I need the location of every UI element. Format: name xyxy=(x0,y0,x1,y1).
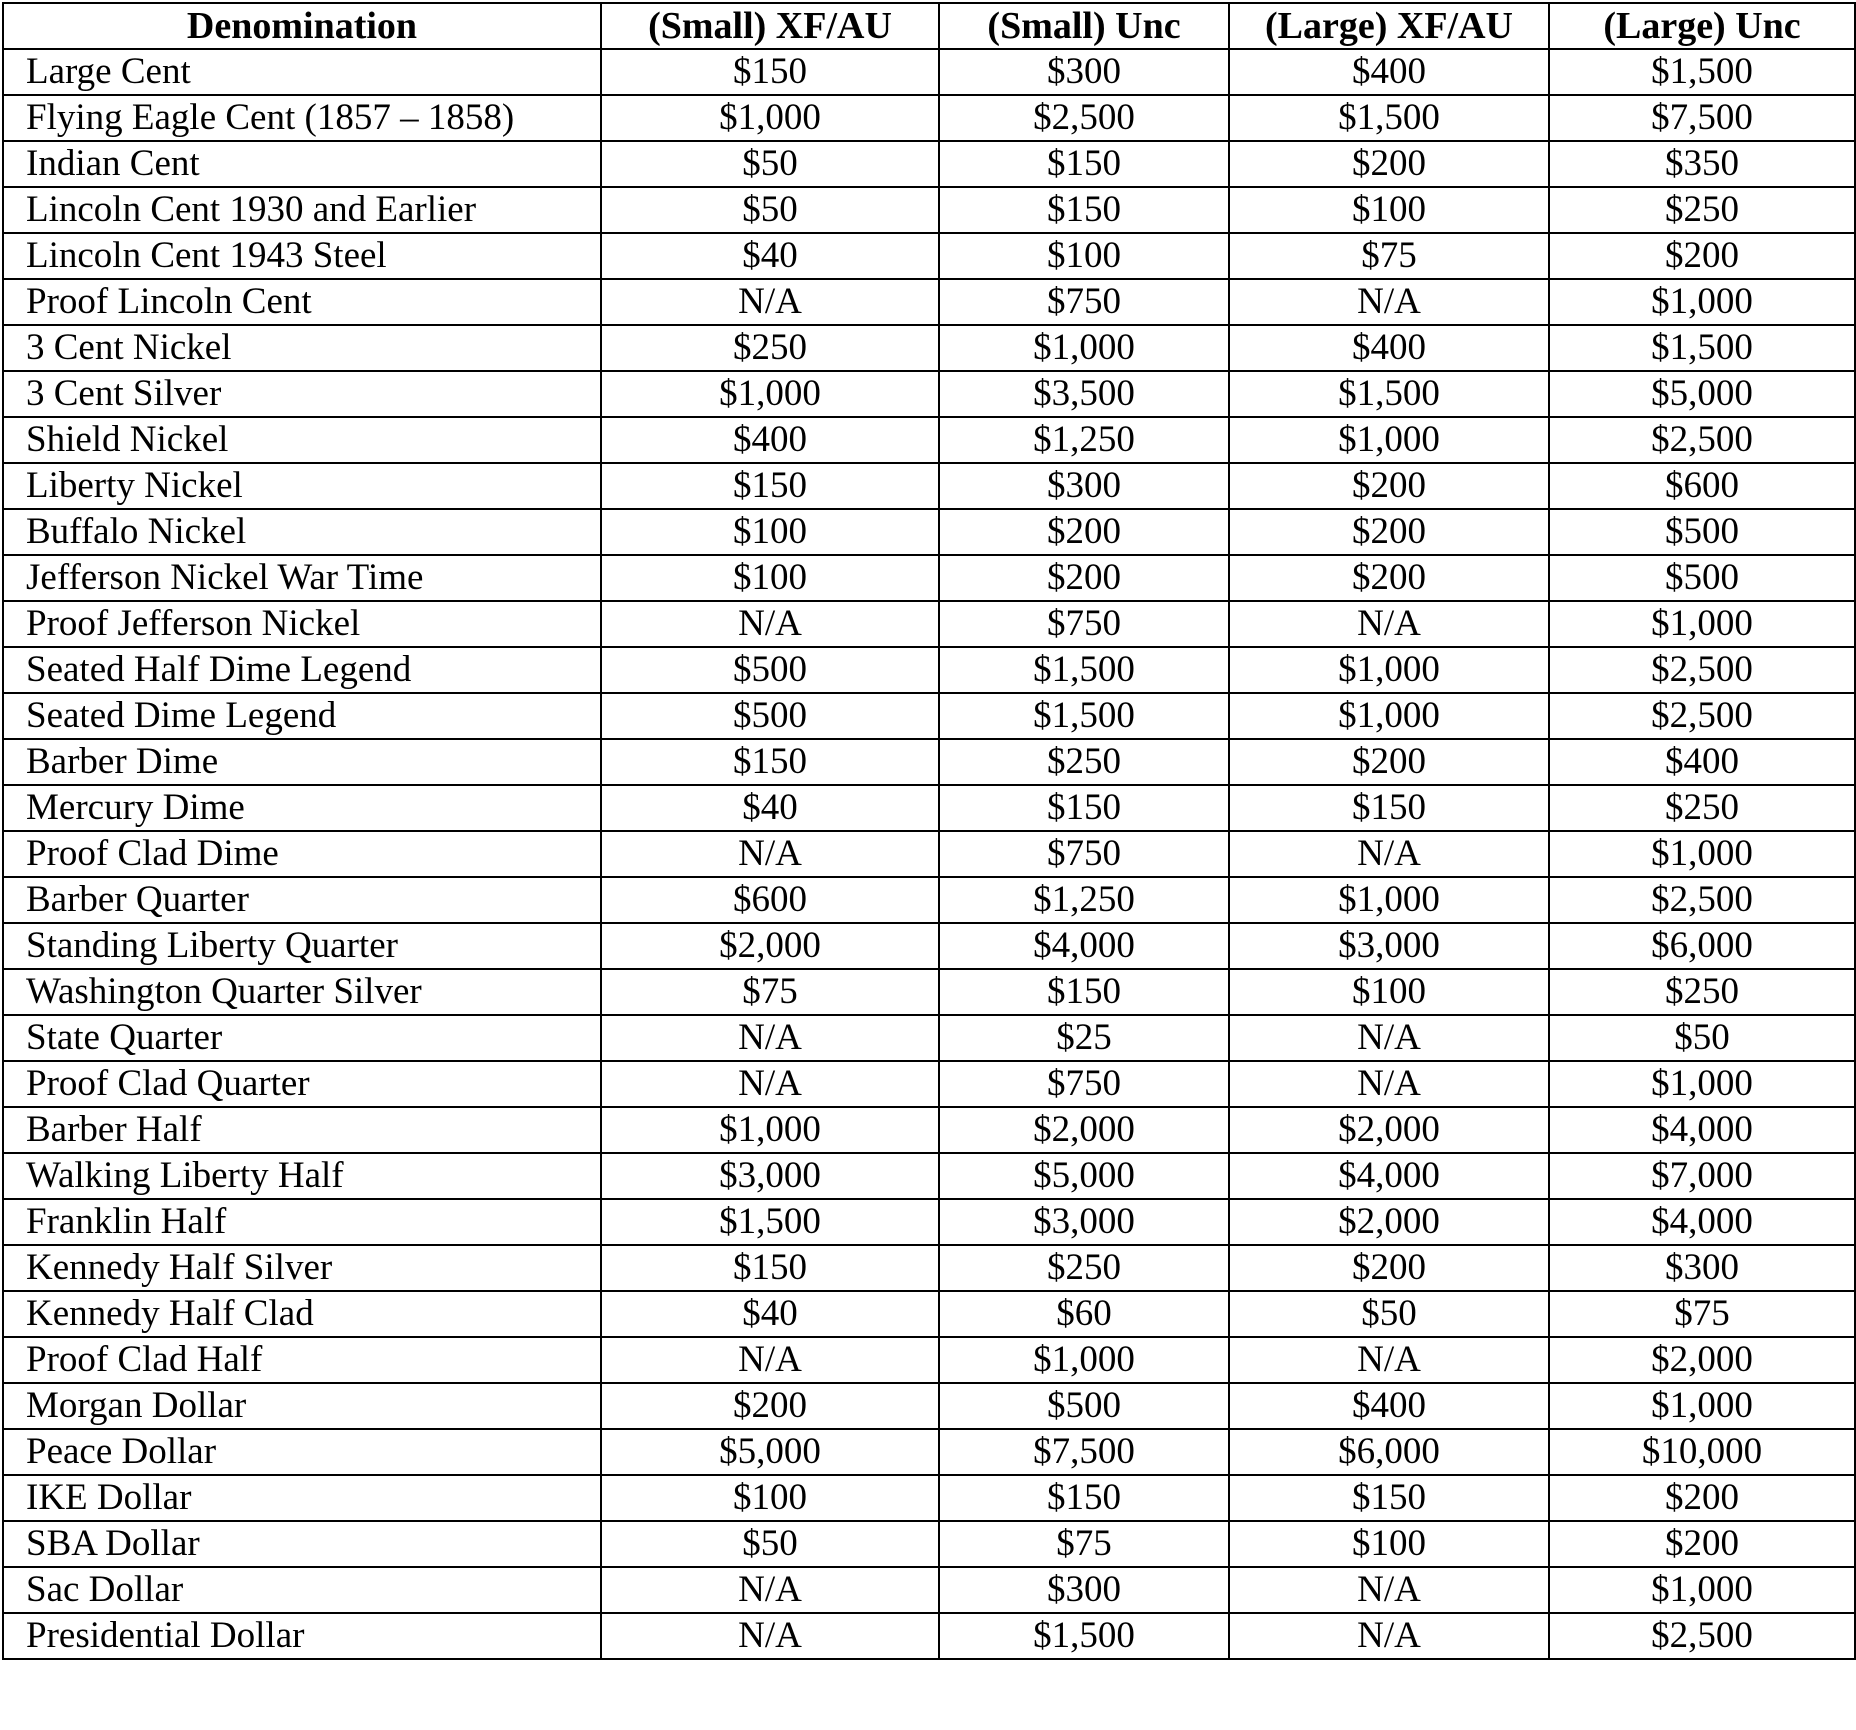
large-unc-cell: $2,500 xyxy=(1549,417,1855,463)
small-xf-au-cell: $150 xyxy=(601,463,939,509)
table-row xyxy=(3,1015,1855,1061)
small-xf-au-cell: $40 xyxy=(601,1291,939,1337)
small-xf-au-cell: $150 xyxy=(601,49,939,95)
large-xf-au-cell: N/A xyxy=(1229,831,1549,877)
large-xf-au-cell: N/A xyxy=(1229,1337,1549,1383)
small-unc-cell: $1,250 xyxy=(939,417,1229,463)
large-xf-au-cell: $1,000 xyxy=(1229,693,1549,739)
small-unc-cell: $25 xyxy=(939,1015,1229,1061)
denomination-cell: Proof Clad Half xyxy=(3,1337,601,1383)
large-unc-cell: $1,000 xyxy=(1549,279,1855,325)
large-xf-au-cell: $6,000 xyxy=(1229,1429,1549,1475)
large-unc-cell: $7,500 xyxy=(1549,95,1855,141)
coin-price-table xyxy=(2,2,1856,1660)
denomination-cell: Mercury Dime xyxy=(3,785,601,831)
small-xf-au-cell: $250 xyxy=(601,325,939,371)
small-unc-cell: $5,000 xyxy=(939,1153,1229,1199)
table-row xyxy=(3,279,1855,325)
large-unc-cell: $200 xyxy=(1549,1521,1855,1567)
small-unc-cell: $1,000 xyxy=(939,1337,1229,1383)
denomination-cell: Standing Liberty Quarter xyxy=(3,923,601,969)
large-xf-au-cell: $50 xyxy=(1229,1291,1549,1337)
large-unc-cell: $1,000 xyxy=(1549,1061,1855,1107)
large-xf-au-cell: $1,500 xyxy=(1229,95,1549,141)
denomination-cell: Large Cent xyxy=(3,49,601,95)
table-row xyxy=(3,141,1855,187)
large-unc-cell: $2,500 xyxy=(1549,877,1855,923)
denomination-cell: Washington Quarter Silver xyxy=(3,969,601,1015)
large-xf-au-cell: $100 xyxy=(1229,1521,1549,1567)
large-xf-au-cell: $400 xyxy=(1229,1383,1549,1429)
denomination-cell: Proof Lincoln Cent xyxy=(3,279,601,325)
small-unc-cell: $200 xyxy=(939,555,1229,601)
small-unc-cell: $1,500 xyxy=(939,647,1229,693)
large-xf-au-cell: $200 xyxy=(1229,141,1549,187)
small-unc-cell: $750 xyxy=(939,601,1229,647)
large-xf-au-cell: $100 xyxy=(1229,187,1549,233)
large-unc-cell: $1,000 xyxy=(1549,601,1855,647)
large-unc-cell: $4,000 xyxy=(1549,1107,1855,1153)
small-xf-au-cell: $400 xyxy=(601,417,939,463)
small-unc-cell: $2,000 xyxy=(939,1107,1229,1153)
large-unc-cell: $200 xyxy=(1549,233,1855,279)
small-unc-cell: $1,500 xyxy=(939,1613,1229,1659)
table-row xyxy=(3,509,1855,555)
small-xf-au-cell: N/A xyxy=(601,1337,939,1383)
denomination-cell: Seated Half Dime Legend xyxy=(3,647,601,693)
large-unc-cell: $50 xyxy=(1549,1015,1855,1061)
small-unc-cell: $300 xyxy=(939,1567,1229,1613)
large-unc-cell: $5,000 xyxy=(1549,371,1855,417)
large-unc-cell: $1,000 xyxy=(1549,831,1855,877)
table-row xyxy=(3,187,1855,233)
header-large-xf-au: (Large) XF/AU xyxy=(1229,3,1549,49)
small-unc-cell: $4,000 xyxy=(939,923,1229,969)
large-xf-au-cell: $3,000 xyxy=(1229,923,1549,969)
small-xf-au-cell: $100 xyxy=(601,509,939,555)
small-unc-cell: $150 xyxy=(939,187,1229,233)
denomination-cell: Barber Dime xyxy=(3,739,601,785)
header-denomination: Denomination xyxy=(3,3,601,49)
large-xf-au-cell: $1,000 xyxy=(1229,417,1549,463)
small-unc-cell: $1,250 xyxy=(939,877,1229,923)
large-unc-cell: $300 xyxy=(1549,1245,1855,1291)
small-unc-cell: $150 xyxy=(939,969,1229,1015)
large-unc-cell: $250 xyxy=(1549,187,1855,233)
denomination-cell: 3 Cent Nickel xyxy=(3,325,601,371)
large-xf-au-cell: $150 xyxy=(1229,785,1549,831)
large-xf-au-cell: $4,000 xyxy=(1229,1153,1549,1199)
denomination-cell: Liberty Nickel xyxy=(3,463,601,509)
table-row xyxy=(3,831,1855,877)
denomination-cell: IKE Dollar xyxy=(3,1475,601,1521)
large-xf-au-cell: $150 xyxy=(1229,1475,1549,1521)
small-unc-cell: $100 xyxy=(939,233,1229,279)
table-header xyxy=(3,3,1855,49)
table-row xyxy=(3,785,1855,831)
small-xf-au-cell: $75 xyxy=(601,969,939,1015)
table-row xyxy=(3,877,1855,923)
small-unc-cell: $7,500 xyxy=(939,1429,1229,1475)
small-unc-cell: $500 xyxy=(939,1383,1229,1429)
large-xf-au-cell: N/A xyxy=(1229,1015,1549,1061)
small-xf-au-cell: $600 xyxy=(601,877,939,923)
table-row xyxy=(3,1199,1855,1245)
small-unc-cell: $200 xyxy=(939,509,1229,555)
small-xf-au-cell: $150 xyxy=(601,739,939,785)
table-row xyxy=(3,1337,1855,1383)
large-unc-cell: $500 xyxy=(1549,509,1855,555)
denomination-cell: Walking Liberty Half xyxy=(3,1153,601,1199)
header-small-xf-au: (Small) XF/AU xyxy=(601,3,939,49)
small-xf-au-cell: N/A xyxy=(601,1015,939,1061)
small-unc-cell: $150 xyxy=(939,785,1229,831)
denomination-cell: Peace Dollar xyxy=(3,1429,601,1475)
table-row xyxy=(3,463,1855,509)
denomination-cell: Proof Clad Dime xyxy=(3,831,601,877)
large-unc-cell: $2,000 xyxy=(1549,1337,1855,1383)
large-unc-cell: $7,000 xyxy=(1549,1153,1855,1199)
large-xf-au-cell: $1,500 xyxy=(1229,371,1549,417)
table-row xyxy=(3,601,1855,647)
table-row xyxy=(3,95,1855,141)
large-unc-cell: $350 xyxy=(1549,141,1855,187)
denomination-cell: Proof Jefferson Nickel xyxy=(3,601,601,647)
small-xf-au-cell: $1,000 xyxy=(601,371,939,417)
large-xf-au-cell: $200 xyxy=(1229,463,1549,509)
large-unc-cell: $2,500 xyxy=(1549,1613,1855,1659)
table-row xyxy=(3,417,1855,463)
denomination-cell: 3 Cent Silver xyxy=(3,371,601,417)
denomination-cell: Sac Dollar xyxy=(3,1567,601,1613)
small-unc-cell: $150 xyxy=(939,141,1229,187)
table-row xyxy=(3,1475,1855,1521)
large-xf-au-cell: N/A xyxy=(1229,1613,1549,1659)
denomination-cell: Lincoln Cent 1943 Steel xyxy=(3,233,601,279)
table-row xyxy=(3,1521,1855,1567)
small-xf-au-cell: $100 xyxy=(601,1475,939,1521)
large-xf-au-cell: $200 xyxy=(1229,1245,1549,1291)
large-unc-cell: $600 xyxy=(1549,463,1855,509)
small-xf-au-cell: $3,000 xyxy=(601,1153,939,1199)
large-unc-cell: $4,000 xyxy=(1549,1199,1855,1245)
small-xf-au-cell: N/A xyxy=(601,1061,939,1107)
table-row xyxy=(3,739,1855,785)
table-row xyxy=(3,371,1855,417)
table-row xyxy=(3,233,1855,279)
large-unc-cell: $1,000 xyxy=(1549,1383,1855,1429)
small-xf-au-cell: $150 xyxy=(601,1245,939,1291)
header-row xyxy=(3,3,1855,49)
denomination-cell: Buffalo Nickel xyxy=(3,509,601,555)
table-row xyxy=(3,1429,1855,1475)
denomination-cell: Barber Quarter xyxy=(3,877,601,923)
table-row xyxy=(3,1061,1855,1107)
small-unc-cell: $300 xyxy=(939,463,1229,509)
denomination-cell: Franklin Half xyxy=(3,1199,601,1245)
denomination-cell: State Quarter xyxy=(3,1015,601,1061)
table-row xyxy=(3,1567,1855,1613)
large-xf-au-cell: $75 xyxy=(1229,233,1549,279)
denomination-cell: Flying Eagle Cent (1857 – 1858) xyxy=(3,95,601,141)
small-unc-cell: $750 xyxy=(939,279,1229,325)
large-xf-au-cell: $400 xyxy=(1229,49,1549,95)
large-unc-cell: $1,500 xyxy=(1549,49,1855,95)
small-xf-au-cell: $5,000 xyxy=(601,1429,939,1475)
small-unc-cell: $250 xyxy=(939,1245,1229,1291)
small-unc-cell: $750 xyxy=(939,1061,1229,1107)
table-row xyxy=(3,1107,1855,1153)
large-unc-cell: $6,000 xyxy=(1549,923,1855,969)
table-row xyxy=(3,647,1855,693)
denomination-cell: Barber Half xyxy=(3,1107,601,1153)
large-unc-cell: $2,500 xyxy=(1549,693,1855,739)
small-unc-cell: $60 xyxy=(939,1291,1229,1337)
denomination-cell: Indian Cent xyxy=(3,141,601,187)
denomination-cell: Presidential Dollar xyxy=(3,1613,601,1659)
small-xf-au-cell: $50 xyxy=(601,141,939,187)
large-xf-au-cell: N/A xyxy=(1229,601,1549,647)
large-xf-au-cell: $100 xyxy=(1229,969,1549,1015)
small-xf-au-cell: N/A xyxy=(601,1613,939,1659)
small-xf-au-cell: $50 xyxy=(601,187,939,233)
denomination-cell: Morgan Dollar xyxy=(3,1383,601,1429)
header-large-unc: (Large) Unc xyxy=(1549,3,1855,49)
small-unc-cell: $75 xyxy=(939,1521,1229,1567)
large-unc-cell: $250 xyxy=(1549,785,1855,831)
denomination-cell: Lincoln Cent 1930 and Earlier xyxy=(3,187,601,233)
large-xf-au-cell: $1,000 xyxy=(1229,647,1549,693)
table-row xyxy=(3,969,1855,1015)
small-xf-au-cell: N/A xyxy=(601,601,939,647)
large-unc-cell: $10,000 xyxy=(1549,1429,1855,1475)
small-xf-au-cell: $500 xyxy=(601,647,939,693)
large-unc-cell: $2,500 xyxy=(1549,647,1855,693)
small-unc-cell: $250 xyxy=(939,739,1229,785)
large-xf-au-cell: $2,000 xyxy=(1229,1199,1549,1245)
large-xf-au-cell: $200 xyxy=(1229,509,1549,555)
table-row xyxy=(3,923,1855,969)
denomination-cell: SBA Dollar xyxy=(3,1521,601,1567)
large-xf-au-cell: N/A xyxy=(1229,279,1549,325)
denomination-cell: Proof Clad Quarter xyxy=(3,1061,601,1107)
table-body xyxy=(3,49,1855,1659)
large-unc-cell: $75 xyxy=(1549,1291,1855,1337)
small-xf-au-cell: N/A xyxy=(601,279,939,325)
large-unc-cell: $400 xyxy=(1549,739,1855,785)
small-xf-au-cell: $40 xyxy=(601,785,939,831)
large-xf-au-cell: N/A xyxy=(1229,1061,1549,1107)
small-xf-au-cell: N/A xyxy=(601,831,939,877)
small-xf-au-cell: $500 xyxy=(601,693,939,739)
small-xf-au-cell: $2,000 xyxy=(601,923,939,969)
large-xf-au-cell: $400 xyxy=(1229,325,1549,371)
header-small-unc: (Small) Unc xyxy=(939,3,1229,49)
large-unc-cell: $200 xyxy=(1549,1475,1855,1521)
small-xf-au-cell: $1,000 xyxy=(601,95,939,141)
large-unc-cell: $500 xyxy=(1549,555,1855,601)
table-row xyxy=(3,1153,1855,1199)
large-unc-cell: $1,000 xyxy=(1549,1567,1855,1613)
table-row xyxy=(3,1245,1855,1291)
small-xf-au-cell: $100 xyxy=(601,555,939,601)
table-row xyxy=(3,555,1855,601)
large-xf-au-cell: $200 xyxy=(1229,739,1549,785)
large-xf-au-cell: $1,000 xyxy=(1229,877,1549,923)
denomination-cell: Jefferson Nickel War Time xyxy=(3,555,601,601)
denomination-cell: Shield Nickel xyxy=(3,417,601,463)
small-unc-cell: $2,500 xyxy=(939,95,1229,141)
small-xf-au-cell: $50 xyxy=(601,1521,939,1567)
small-xf-au-cell: $1,000 xyxy=(601,1107,939,1153)
small-xf-au-cell: $1,500 xyxy=(601,1199,939,1245)
small-unc-cell: $3,000 xyxy=(939,1199,1229,1245)
table-row xyxy=(3,1291,1855,1337)
table-row xyxy=(3,693,1855,739)
table-row xyxy=(3,1383,1855,1429)
large-xf-au-cell: N/A xyxy=(1229,1567,1549,1613)
denomination-cell: Kennedy Half Silver xyxy=(3,1245,601,1291)
small-unc-cell: $750 xyxy=(939,831,1229,877)
denomination-cell: Seated Dime Legend xyxy=(3,693,601,739)
large-unc-cell: $250 xyxy=(1549,969,1855,1015)
small-unc-cell: $1,500 xyxy=(939,693,1229,739)
small-unc-cell: $3,500 xyxy=(939,371,1229,417)
small-xf-au-cell: $40 xyxy=(601,233,939,279)
large-xf-au-cell: $2,000 xyxy=(1229,1107,1549,1153)
small-unc-cell: $300 xyxy=(939,49,1229,95)
large-xf-au-cell: $200 xyxy=(1229,555,1549,601)
table-row xyxy=(3,325,1855,371)
denomination-cell: Kennedy Half Clad xyxy=(3,1291,601,1337)
small-xf-au-cell: $200 xyxy=(601,1383,939,1429)
small-unc-cell: $1,000 xyxy=(939,325,1229,371)
table-row xyxy=(3,49,1855,95)
large-unc-cell: $1,500 xyxy=(1549,325,1855,371)
table-row xyxy=(3,1613,1855,1659)
small-xf-au-cell: N/A xyxy=(601,1567,939,1613)
small-unc-cell: $150 xyxy=(939,1475,1229,1521)
